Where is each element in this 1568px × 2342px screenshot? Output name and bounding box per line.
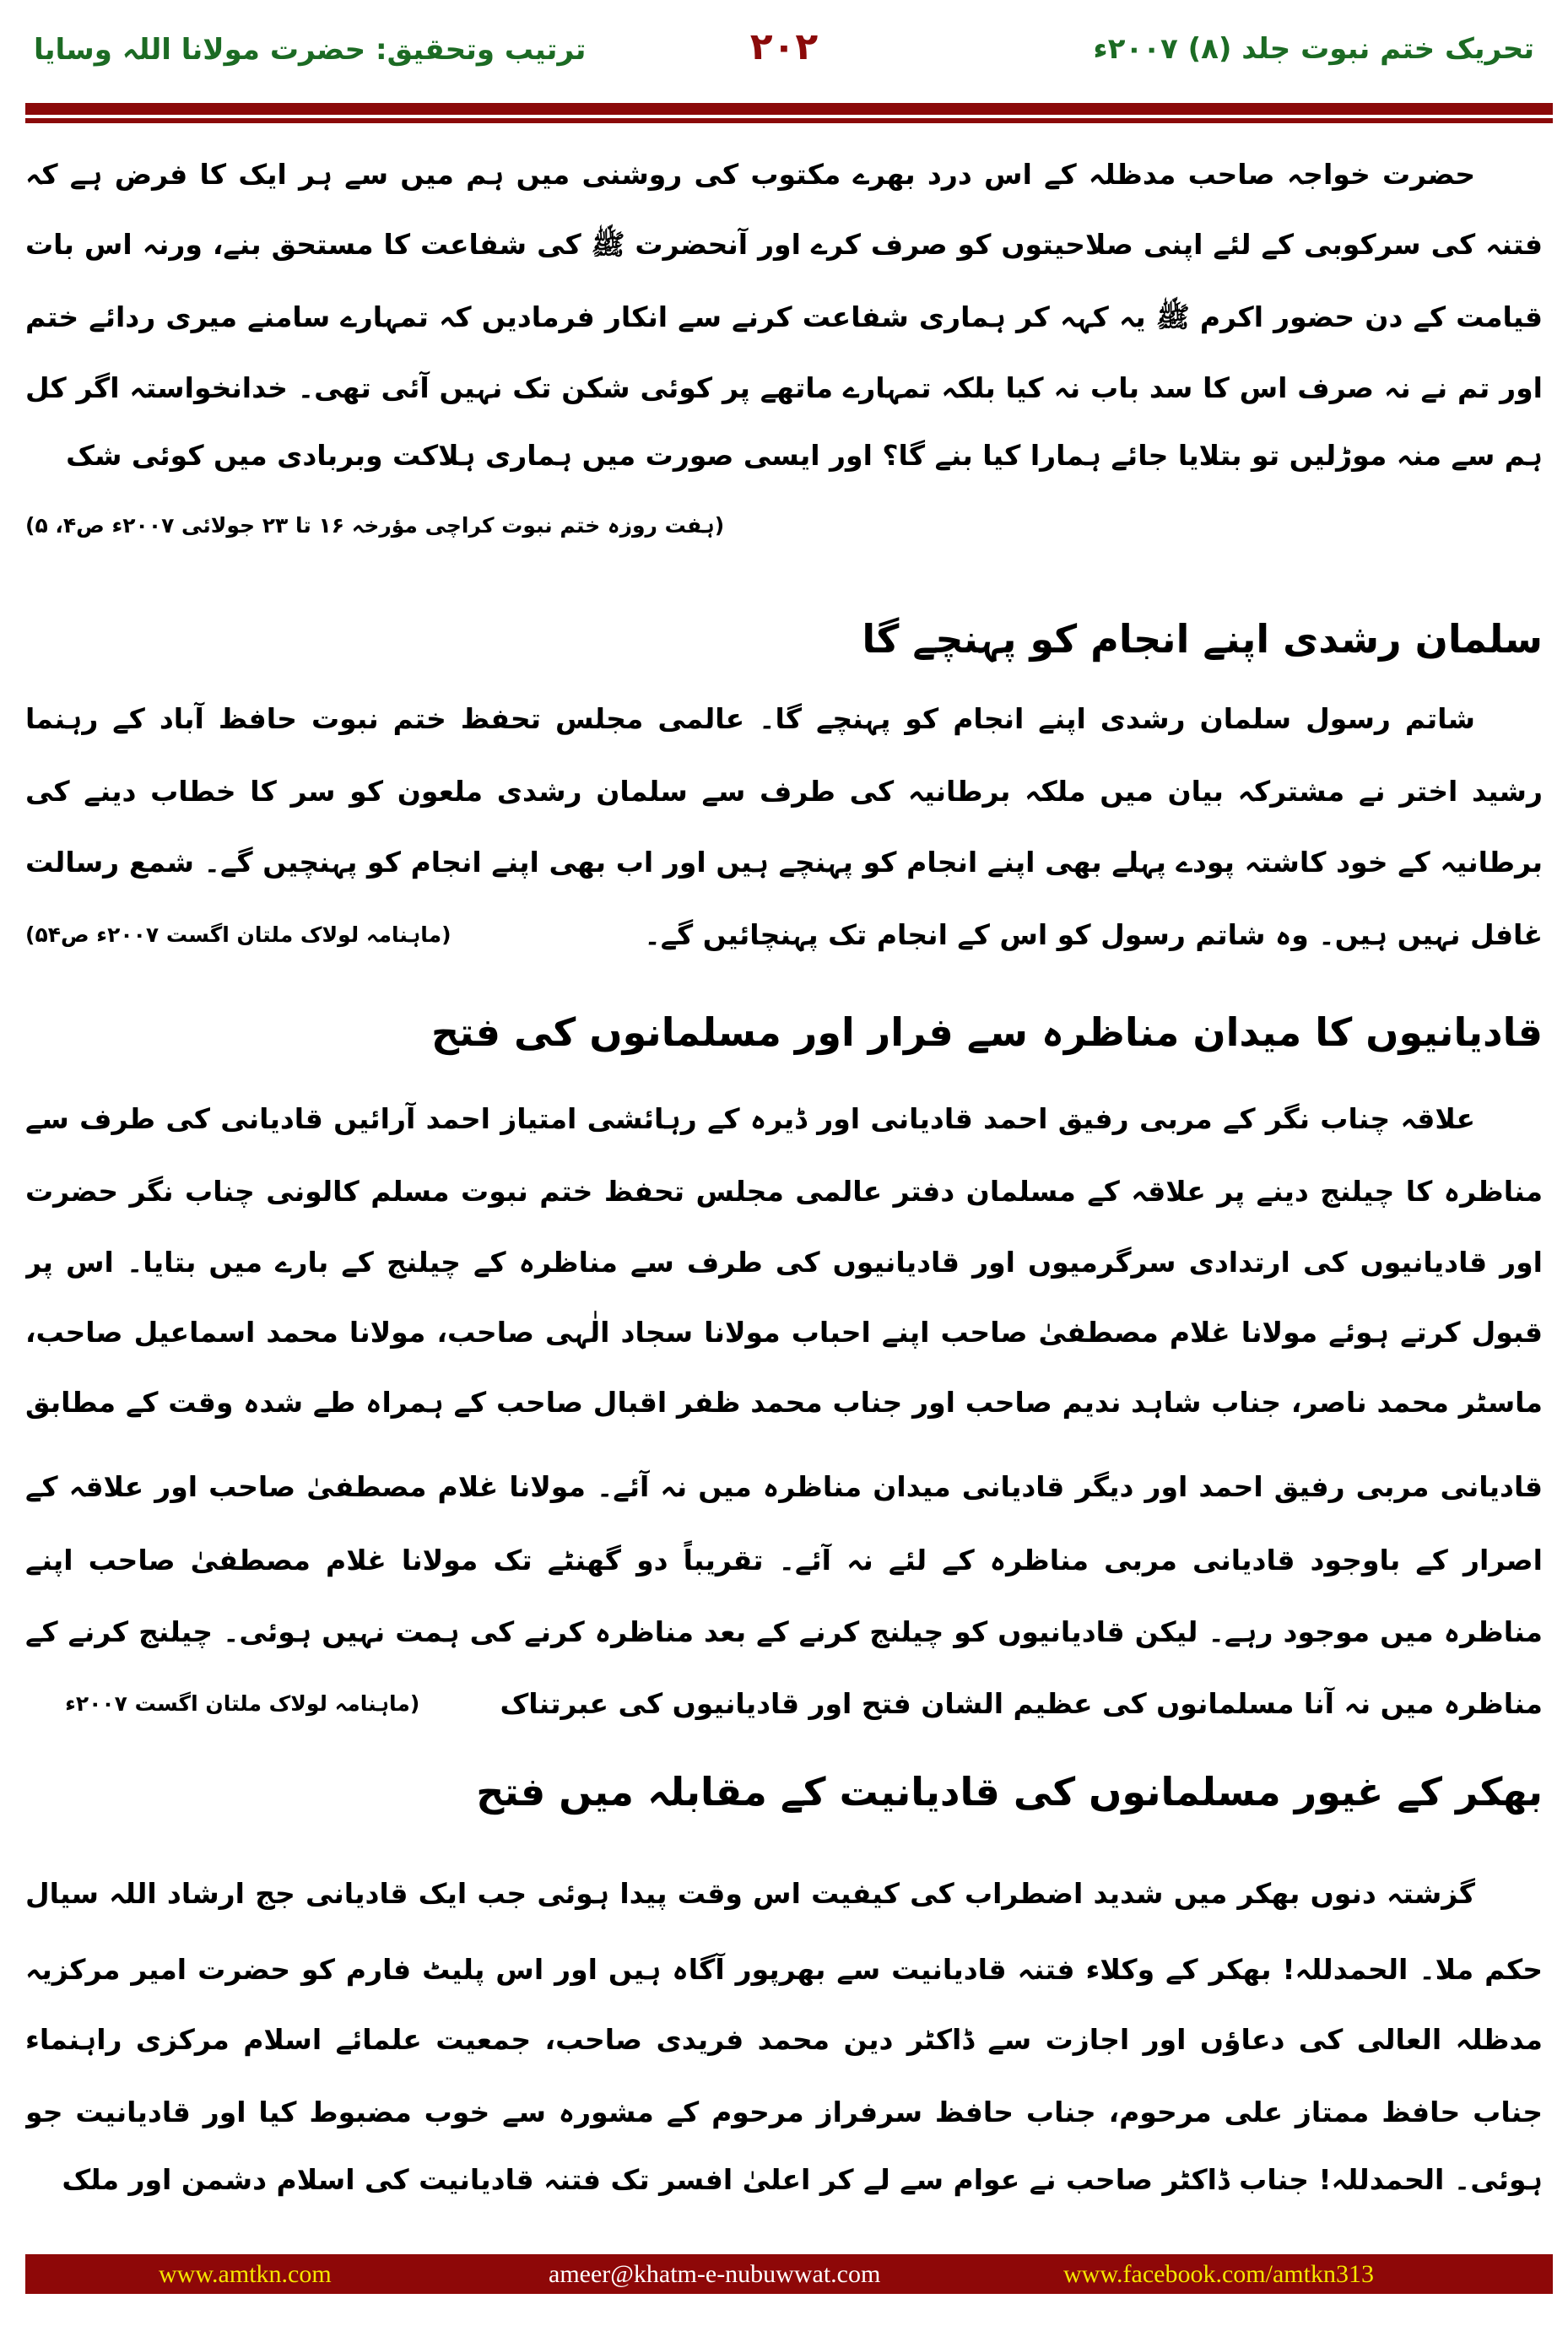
source-citation: (ماہنامہ لولاک ملتان اگست ۲۰۰۷ء [65, 1691, 420, 1716]
footer-bar [25, 2254, 1553, 2294]
paragraph-line: مناظرہ میں موجود رہے۔ لیکن قادیانیوں کو چیلنج کرنے کے بعد مناظرہ کرنے کی ہمت نہیں ہوئی۔ چیلنج کرنے کے [25, 1615, 1543, 1648]
paragraph-line-with-citation [25, 1678, 1543, 1732]
paragraph-line: برطانیہ کے خود کاشتہ پودے پہلے بھی اپنے انجام کو پہنچے ہیں اور اب بھی اپنے انجام کو پہنچیں گے۔ شمع رسالت [25, 846, 1543, 879]
paragraph-line: ہم سے منہ موڑلیں تو بتلایا جائے ہمارا کیا بنے گا؟ اور ایسی صورت میں ہماری ہلاکت وبربادی میں کوئی شک [66, 439, 1543, 472]
paragraph-line: حضرت خواجہ صاحب مدظلہ کے اس درد بھرے مکتوب کی روشنی میں ہم میں سے ہر ایک کا فرض ہے کہ [25, 158, 1475, 191]
paragraph-line: علاقہ چناب نگر کے مربی رفیق احمد قادیانی اور ڈیرہ کے رہائشی امتیاز احمد آرائیں قادیانی کی طرف سے [25, 1102, 1475, 1135]
paragraph-line: اور تم نے نہ صرف اس کا سد باب نہ کیا بلکہ تمہارے ماتھے پر کوئی شکن تک نہیں آئی تھی۔ خدانخواستہ اگر کل [25, 371, 1543, 404]
website-link[interactable]: www.amtkn.com [159, 2259, 332, 2288]
paragraph-line: شاتم رسول سلمان رشدی اپنے انجام کو پہنچے گا۔ عالمی مجلس تحفظ ختم نبوت حافظ آباد کے رہنما [25, 702, 1475, 735]
paragraph-line: اور قادیانیوں کی ارتدادی سرگرمیوں اور قادیانیوں کی طرف سے مناظرہ کے چیلنج کے بارے میں بتایا۔ اس پر [25, 1246, 1543, 1279]
page-number: ۲۰۲ [749, 25, 819, 68]
section-heading: قادیانیوں کا میدان مناظرہ سے فرار اور مسلمانوں کی فتح [430, 1009, 1543, 1055]
book-title: تحریک ختم نبوت جلد (۸) ۲۰۰۷ء [1093, 32, 1534, 66]
section-heading: بھکر کے غیور مسلمانوں کی قادیانیت کے مقابلہ میں فتح [476, 1769, 1543, 1815]
header-rule-thin [25, 118, 1553, 123]
section-heading: سلمان رشدی اپنے انجام کو پہنچے گا [862, 616, 1543, 662]
header-rule-thick [25, 103, 1553, 115]
source-citation: (ماہنامہ لولاک ملتان اگست ۲۰۰۷ء ص۵۴) [25, 922, 451, 947]
facebook-link[interactable]: www.facebook.com/amtkn313 [1063, 2259, 1374, 2288]
paragraph-line: حکم ملا۔ الحمدللہ! بھکر کے وکلاء فتنہ قادیانیت سے بھرپور آگاہ ہیں اور اس پلیٹ فارم کو حضرت امیر مرکزیہ [25, 1953, 1543, 1986]
paragraph-line: مناظرہ میں نہ آنا مسلمانوں کی عظیم الشان فتح اور قادیانیوں کی عبرتناک [500, 1687, 1543, 1720]
paragraph-line: فتنہ کی سرکوبی کے لئے اپنی صلاحیتوں کو صرف کرے اور آنحضرت ﷺ کی شفاعت کا مستحق بنے، ورنہ اس بات [25, 228, 1543, 261]
email-link[interactable]: ameer@khatm-e-nubuwwat.com [549, 2259, 881, 2288]
paragraph-line: مدظلہ العالی کی دعاؤں اور اجازت سے ڈاکٹر دین محمد فریدی صاحب، جمعیت علمائے اسلام مرکزی راہنماء [25, 2023, 1543, 2056]
paragraph-line: قیامت کے دن حضور اکرم ﷺ یہ کہہ کر ہماری شفاعت کرنے سے انکار فرمادیں کہ تمہارے سامنے میری ردائے ختم [25, 300, 1543, 333]
paragraph-line: ماسٹر محمد ناصر، جناب شاہد ندیم صاحب اور جناب محمد ظفر اقبال صاحب کے ہمراہ طے شدہ وقت کے مطابق [25, 1386, 1543, 1419]
paragraph-line: قبول کرتے ہوئے مولانا غلام مصطفیٰ صاحب اپنے احباب مولانا سجاد الٰہی صاحب، مولانا محمد اسماعیل صاحب، [25, 1316, 1543, 1349]
paragraph-line: رشید اختر نے مشترکہ بیان میں ملکہ برطانیہ کی طرف سے سلمان رشدی ملعون کو سر کا خطاب دینے کی [25, 775, 1543, 808]
source-citation: (ہفت روزہ ختم نبوت کراچی مؤرخہ ۱۶ تا ۲۳ جولائی ۲۰۰۷ء ص۴، ۵) [25, 513, 725, 538]
paragraph-line: مناظرہ کا چیلنج دینے پر علاقہ کے مسلمان دفتر عالمی مجلس تحفظ ختم نبوت مسلم کالونی چناب نگر حضرت [25, 1175, 1543, 1208]
paragraph-line: قادیانی مربی رفیق احمد اور دیگر قادیانی میدان مناظرہ میں نہ آئے۔ مولانا غلام مصطفیٰ صاحب اور علاقہ کے [25, 1470, 1543, 1503]
paragraph-line: ہوئی۔ الحمدللہ! جناب ڈاکٹر صاحب نے عوام سے لے کر اعلیٰ افسر تک فتنہ قادیانیت کی اسلام دشمن اور ملک [62, 2163, 1543, 2196]
compiler-credit: ترتیب وتحقیق: حضرت مولانا اللہ وسایا [34, 33, 587, 67]
paragraph-line: گزشتہ دنوں بھکر میں شدید اضطراب کی کیفیت اس وقت پیدا ہوئی جب ایک قادیانی جج ارشاد اللہ سیال [25, 1877, 1475, 1910]
paragraph-line: جناب حافظ ممتاز علی مرحوم، جناب حافظ سرفراز مرحوم کے مشورہ سے خوب مضبوط کیا اور قادیانیت جو [25, 2096, 1543, 2128]
paragraph-line: اصرار کے باوجود قادیانی مربی مناظرہ کے لئے نہ آئے۔ تقریباً دو گھنٹے تک مولانا غلام مصطفیٰ صاحب اپنے [25, 1544, 1543, 1577]
paragraph-line: غافل نہیں ہیں۔ وہ شاتم رسول کو اس کے انجام تک پہنچائیں گے۔ [644, 918, 1543, 951]
paragraph-line-with-citation [25, 909, 1543, 963]
